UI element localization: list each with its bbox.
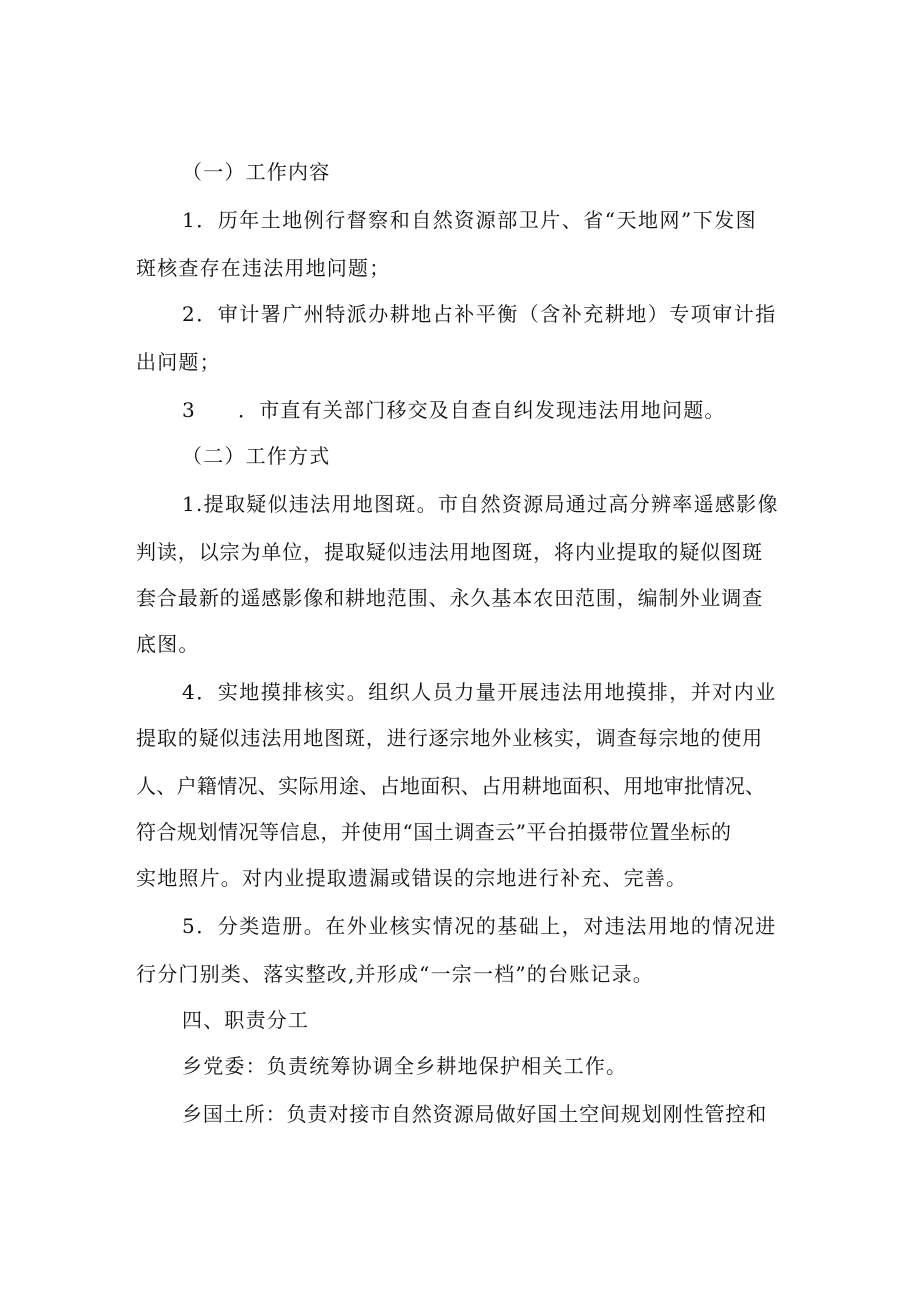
- method-4-line-4: 符合规划情况等信息，并使用“国土调查云”平台拍摄带位置坐标的: [136, 820, 732, 844]
- item-1-line-1-text: 1．历年土地例行督察和自然资源部卫片、省“天地网”下发图: [182, 208, 758, 232]
- method-5-line-2: 行分门别类、落实整改,并形成“一宗一档”的台账记录。: [136, 962, 655, 986]
- item-3-text: ．市直有关部门移交及自查自纠发现违法用地问题。: [238, 398, 726, 422]
- method-1-line-3: 套合最新的遥感影像和耕地范围、永久基本农田范围，编制外业调查: [136, 586, 763, 610]
- method-1-line-4: 底图。: [136, 632, 200, 656]
- method-1-line-2: 判读，以宗为单位，提取疑似违法用地图斑，将内业提取的疑似图斑: [136, 540, 763, 564]
- method-1-line-1: 1.提取疑似违法用地图斑。市自然资源局通过高分辨率遥感影像: [182, 492, 779, 516]
- section-4-heading: 四、职责分工: [182, 1008, 310, 1032]
- method-4-line-3: 人、户籍情况、实际用途、占地面积、占用耕地面积、用地审批情况、: [136, 774, 766, 798]
- duty-2-line-1: 乡国土所：负责对接市自然资源局做好国土空间规划刚性管控和: [182, 1102, 768, 1126]
- item-1-line-2: 斑核查存在违法用地问题；: [136, 256, 391, 280]
- method-4-line-2: 提取的疑似违法用地图斑，进行逐宗地外业核实，调查每宗地的使用: [136, 726, 763, 750]
- item-1-line-1: [182, 206, 786, 234]
- method-5-line-1: 5．分类造册。在外业核实情况的基础上，对违法用地的情况进: [182, 914, 777, 938]
- duty-1: 乡党委：负责统筹协调全乡耕地保护相关工作。: [182, 1054, 628, 1078]
- method-4-line-1: 4．实地摸排核实。组织人员力量开展违法用地摸排，并对内业: [182, 680, 777, 704]
- item-2-line-1: 2．审计署广州特派办耕地占补平衡（含补充耕地）专项审计指: [182, 302, 777, 326]
- section-method-heading: （二）工作方式: [182, 444, 331, 468]
- item-2-line-2: 出问题；: [136, 350, 221, 374]
- item-3-number: 3: [182, 398, 196, 422]
- section-content-heading: （一）工作内容: [182, 160, 331, 184]
- method-4-line-5: 实地照片。对内业提取遗漏或错误的宗地进行补充、完善。: [136, 866, 688, 890]
